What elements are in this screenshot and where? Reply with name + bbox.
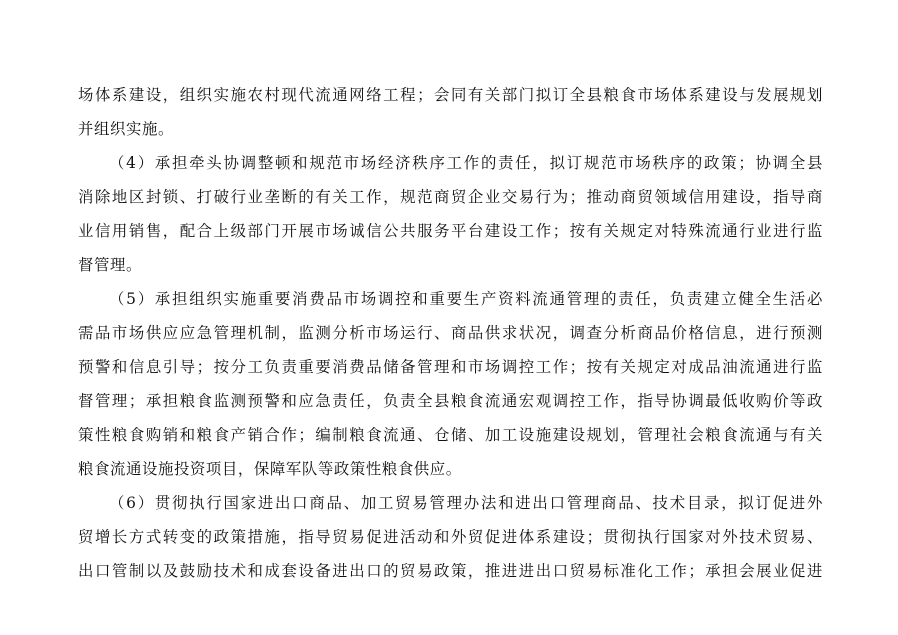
text-line: 需品市场供应应急管理机制，监测分析市场运行、商品供求状况，调查分析商品价格信息，进行预测 bbox=[78, 324, 823, 342]
text-line: 出口管制以及鼓励技术和成套设备进出口的贸易政策，推进进出口贸易标准化工作；承担会展业促进 bbox=[78, 562, 823, 580]
text-line: 督管理；承担粮食监测预警和应急责任，负责全县粮食流通宏观调控工作，指导协调最低收购价等政 bbox=[78, 392, 823, 410]
text-line: 场体系建设，组织实施农村现代流通网络工程；会同有关部门拟订全县粮食市场体系建设与发展规划 bbox=[78, 86, 823, 104]
text-line: 督管理。 bbox=[78, 256, 142, 274]
text-line: 粮食流通设施投资项目，保障军队等政策性粮食供应。 bbox=[78, 460, 462, 478]
paragraph-4-first-line: （4）承担牵头协调整顿和规范市场经济秩序工作的责任，拟订规范市场秩序的政策；协调全县 bbox=[109, 154, 823, 172]
text-line: 策性粮食购销和粮食产销合作；编制粮食流通、仓储、加工设施建设规划，管理社会粮食流通与有关 bbox=[78, 426, 823, 444]
document-page bbox=[78, 78, 823, 588]
text-line: 贸增长方式转变的政策措施，指导贸易促进活动和外贸促进体系建设；贯彻执行国家对外技术贸易、 bbox=[78, 528, 823, 546]
text-line: 预警和信息引导；按分工负责重要消费品储备管理和市场调控工作；按有关规定对成品油流通进行监 bbox=[78, 358, 823, 376]
text-line: 消除地区封锁、打破行业垄断的有关工作，规范商贸企业交易行为；推动商贸领域信用建设，指导商 bbox=[78, 188, 823, 206]
text-line: 业信用销售，配合上级部门开展市场诚信公共服务平台建设工作；按有关规定对特殊流通行业进行监 bbox=[78, 222, 823, 240]
text-line: 并组织实施。 bbox=[78, 120, 174, 138]
paragraph-5-first-line: （5）承担组织实施重要消费品市场调控和重要生产资料流通管理的责任，负责建立健全生活必 bbox=[109, 290, 823, 308]
paragraph-6-first-line: （6）贯彻执行国家进出口商品、加工贸易管理办法和进出口管理商品、技术目录，拟订促进外 bbox=[109, 494, 823, 512]
